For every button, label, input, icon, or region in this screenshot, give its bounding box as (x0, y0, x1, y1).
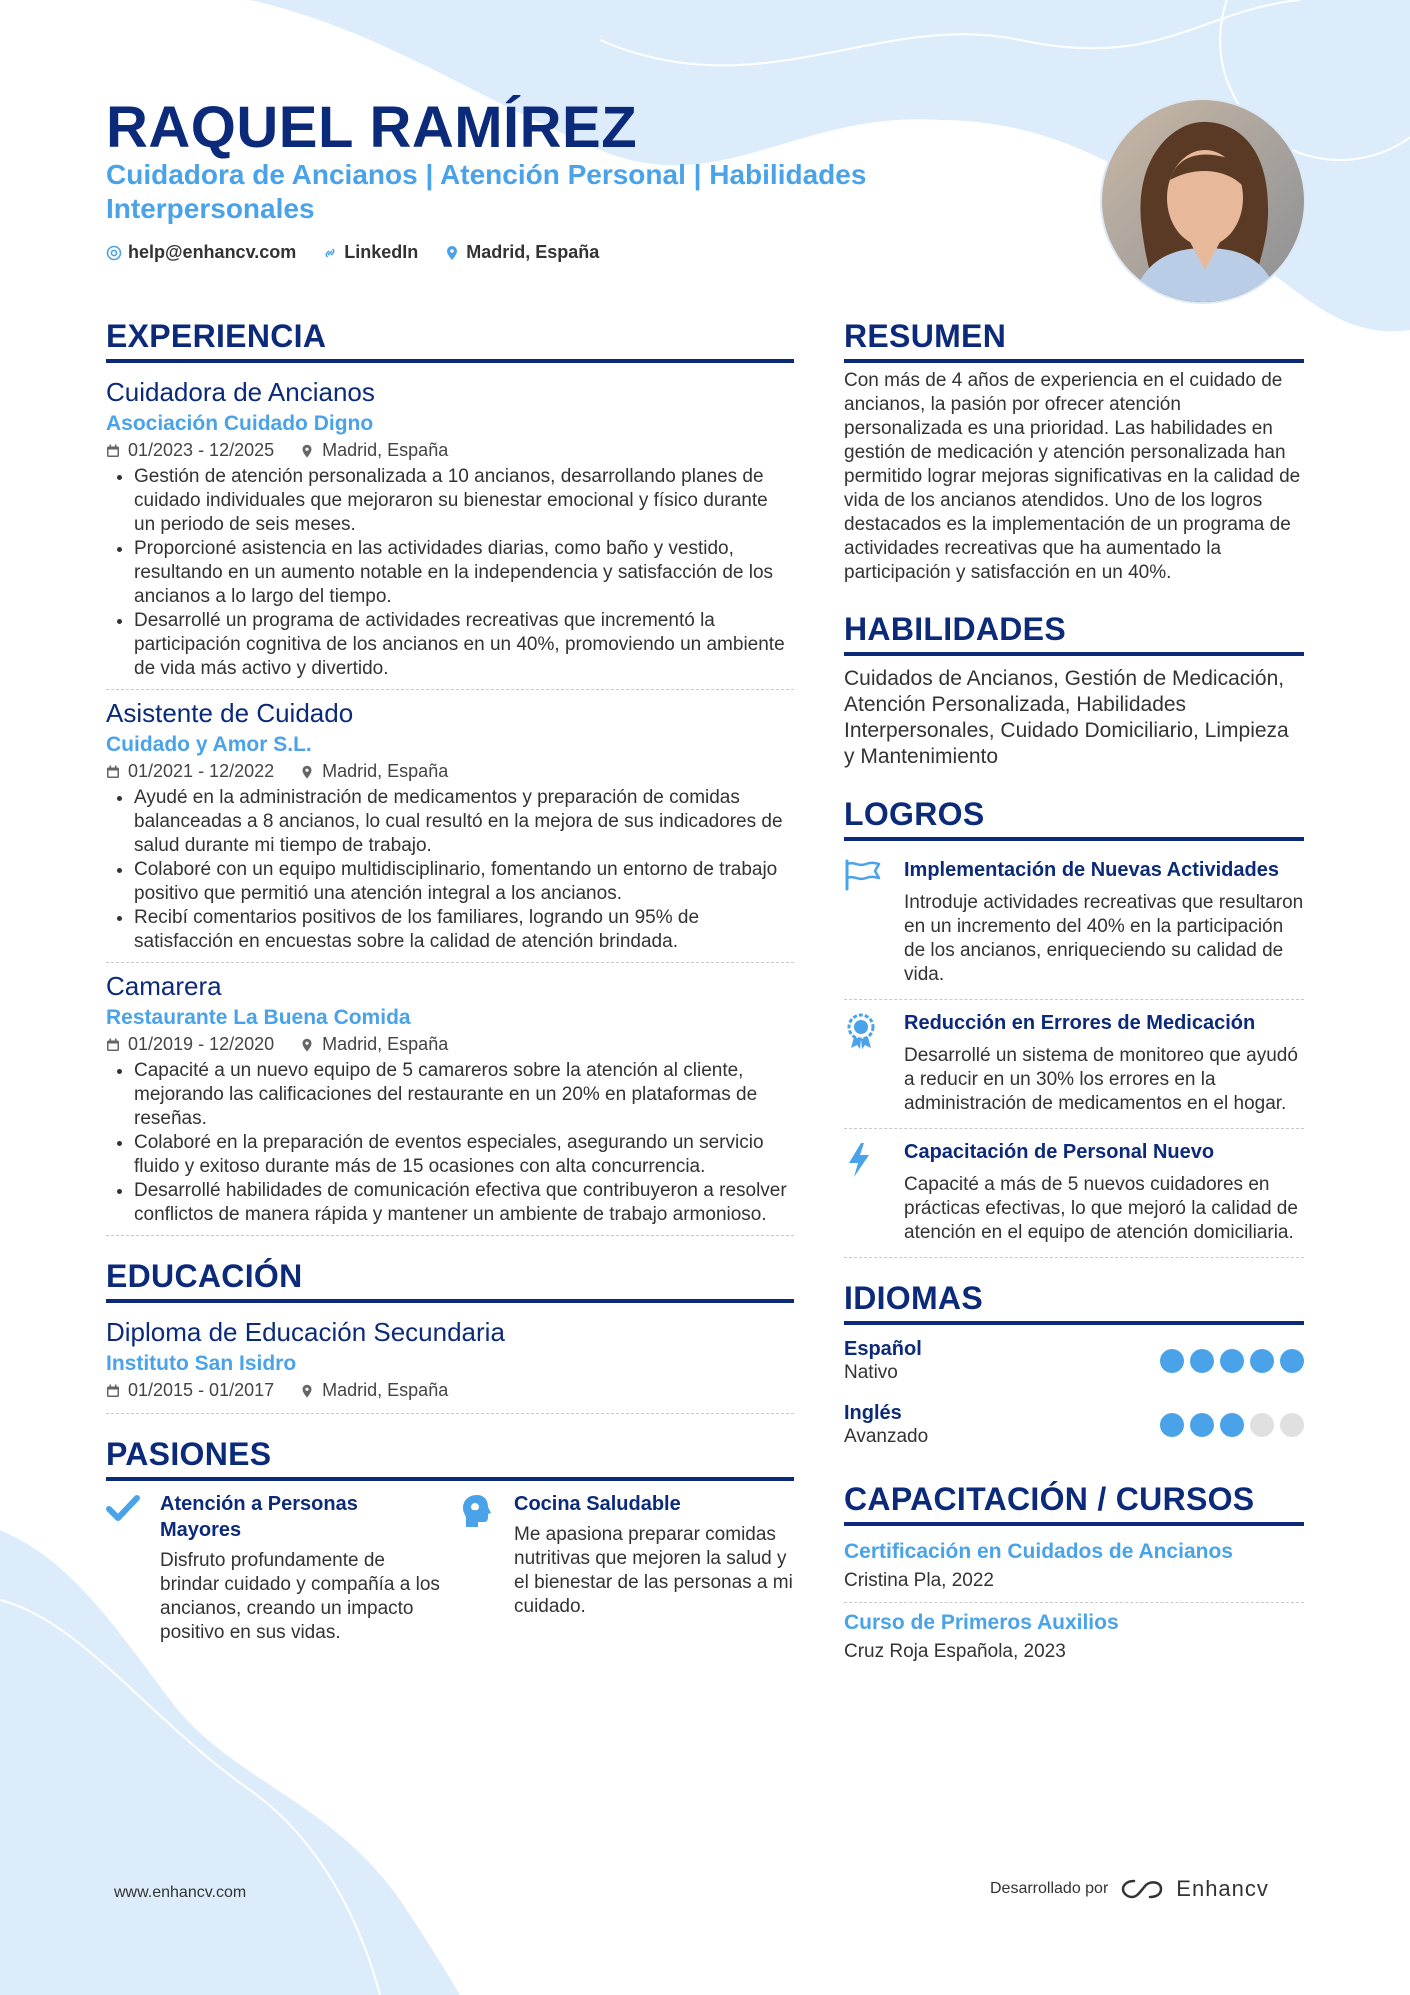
school-name: Instituto San Isidro (106, 1352, 297, 1375)
passion-title: Atención a Personas Mayores (160, 1493, 358, 1541)
candidate-name: RAQUEL RAMÍREZ (106, 95, 638, 160)
language-name: Inglés (844, 1402, 902, 1424)
bullet-item: • Desarrollé habilidades de comunicación efectiva que contribuyeron a resolver conflictos de manera rápida y mantener un ambiente de trabajo armonioso. (134, 1179, 794, 1227)
bullet-item: • Colaboré con un equipo multidisciplinario, fomentando un entorno de trabajo positivo que permitió una atención integral a los ancianos. (134, 858, 794, 906)
contact-email[interactable] (106, 242, 296, 263)
language-item (844, 1395, 1304, 1459)
rating-dot-empty (1250, 1413, 1274, 1437)
contact-linkedin[interactable] (322, 242, 418, 263)
language-rating (1160, 1349, 1304, 1373)
achievement-title: Implementación de Nuevas Actividades (904, 859, 1279, 881)
education-dates: 01/2015 - 01/2017 (128, 1380, 275, 1400)
rating-dot-filled (1280, 1349, 1304, 1373)
rating-dot-empty (1280, 1413, 1304, 1437)
contact-bar (106, 242, 599, 263)
job-meta (106, 1034, 794, 1055)
course-item (844, 1532, 1304, 1603)
job-bullets (106, 465, 794, 681)
achievements-heading: LOGROS (844, 796, 1304, 841)
job-meta (106, 761, 794, 782)
location-pin-icon (300, 1384, 314, 1398)
job-company: Asociación Cuidado Digno (106, 412, 374, 435)
passion-item (106, 1487, 440, 1645)
achievement-desc: Desarrollé un sistema de monitoreo que ayudó a reducir en un 30% los errores en la administración de medicamentos en el hogar. (904, 1045, 1298, 1114)
achievement-desc: Introduje actividades recreativas que resultaron en un incremento del 40% en la participación de los ancianos, enriqueciendo su calidad de vida. (904, 892, 1304, 985)
passion-desc: Disfruto profundamente de brindar cuidado y compañía a los ancianos, creando un impacto positivo en sus vidas. (160, 1550, 440, 1643)
calendar-icon (106, 765, 120, 779)
enhancv-logo-icon (1120, 1877, 1164, 1901)
medal-icon (844, 1012, 878, 1050)
location-pin-icon (444, 245, 460, 261)
education-entry (106, 1309, 794, 1414)
achievement-item (844, 847, 1304, 1000)
skills-text: Cuidados de Ancianos, Gestión de Medicación, Atención Personalizada, Habilidades Interpersonales, Cuidado Domiciliario, Limpieza y Mantenimiento (844, 667, 1289, 768)
course-issuer: Cruz Roja Española, 2023 (844, 1641, 1066, 1662)
calendar-icon (106, 1038, 120, 1052)
job-company: Restaurante La Buena Comida (106, 1006, 411, 1029)
degree-title: Diploma de Educación Secundaria (106, 1317, 505, 1347)
bolt-icon (844, 1141, 874, 1179)
summary-text: Con más de 4 años de experiencia en el cuidado de ancianos, la pasión por ofrecer atención personalizada es una prioridad. Las habilidades en gestión de medicación y atención personalizada han permitido lograr mejoras significativas en la calidad de vida de los ancianos atendidos. Uno de los logros destacados es la implementación de un programa de actividades recreativas que ha aumentado la participación y satisfacción en un 40%. (844, 370, 1301, 583)
job-location: Madrid, España (322, 1034, 449, 1054)
courses-heading: CAPACITACIÓN / CURSOS (844, 1481, 1304, 1526)
education-location: Madrid, España (322, 1380, 449, 1400)
footer-website[interactable]: www.enhancv.com (114, 1884, 247, 1901)
achievement-desc: Capacité a más de 5 nuevos cuidadores en prácticas efectivas, lo que mejoró la calidad de atención en el equipo de atención domiciliaria. (904, 1174, 1298, 1243)
job-bullets (106, 1059, 794, 1227)
bullet-item: • Capacité a un nuevo equipo de 5 camareros sobre la atención al cliente, mejorando las calificaciones del restaurante en un 20% en plataformas de reseñas. (134, 1059, 794, 1131)
languages-heading: IDIOMAS (844, 1280, 1304, 1325)
rating-dot-filled (1160, 1413, 1184, 1437)
achievement-item (844, 1129, 1304, 1258)
rating-dot-filled (1220, 1413, 1244, 1437)
achievement-title: Reducción en Errores de Medicación (904, 1012, 1256, 1034)
course-title: Curso de Primeros Auxilios (844, 1611, 1119, 1634)
course-item (844, 1603, 1304, 1673)
experience-heading: EXPERIENCIA (106, 318, 794, 363)
bullet-item: • Desarrollé un programa de actividades recreativas que incrementó la participación cognitiva de los ancianos en un 40%, promoviendo un ambiente de vida más activo y divertido. (134, 609, 794, 681)
bullet-item: • Ayudé en la administración de medicamentos y preparación de comidas balanceadas a 8 ancianos, lo cual resultó en la mejora de sus indicadores de salud durante mi tiempo de trabajo. (134, 786, 794, 858)
candidate-subtitle: Cuidadora de Ancianos | Atención Personal | Habilidades Interpersonales (106, 159, 867, 224)
email-text: help@enhancv.com (128, 242, 297, 262)
education-meta (106, 1380, 794, 1401)
achievement-title: Capacitación de Personal Nuevo (904, 1141, 1215, 1163)
rating-dot-filled (1250, 1349, 1274, 1373)
rating-dot-filled (1160, 1349, 1184, 1373)
bullet-item: • Recibí comentarios positivos de los familiares, logrando un 95% de satisfacción en encuestas sobre la calidad de atención brindada. (134, 906, 794, 954)
job-dates: 01/2019 - 12/2020 (128, 1034, 275, 1054)
language-name: Español (844, 1338, 922, 1360)
job-location: Madrid, España (322, 761, 449, 781)
linkedin-text: LinkedIn (344, 242, 419, 262)
head-icon (460, 1493, 494, 1529)
language-level: Nativo (844, 1362, 898, 1383)
passion-title: Cocina Saludable (514, 1493, 681, 1515)
location-pin-icon (300, 444, 314, 458)
bullet-item: • Colaboré en la preparación de eventos especiales, asegurando un servicio fluido y exitoso durante más de 15 ocasiones con alta concurrencia. (134, 1131, 794, 1179)
education-heading: EDUCACIÓN (106, 1258, 794, 1303)
calendar-icon (106, 444, 120, 458)
job-title: Camarera (106, 971, 222, 1001)
job-dates: 01/2021 - 12/2022 (128, 761, 275, 781)
passion-desc: Me apasiona preparar comidas nutritivas que mejoren la salud y el bienestar de las personas a mi cuidado. (514, 1524, 793, 1617)
course-title: Certificación en Cuidados de Ancianos (844, 1540, 1233, 1563)
check-icon (106, 1493, 140, 1523)
calendar-icon (106, 1384, 120, 1398)
bullet-item: • Gestión de atención personalizada a 10 ancianos, desarrollando planes de cuidado individuales que mejoraron su bienestar emocional y físico durante un periodo de seis meses. (134, 465, 794, 537)
job-dates: 01/2023 - 12/2025 (128, 440, 275, 460)
job-entry (106, 963, 794, 1236)
skills-heading: HABILIDADES (844, 611, 1304, 656)
footer-branding (990, 1876, 1269, 1902)
left-column (106, 318, 794, 1645)
right-column (844, 318, 1304, 1673)
summary-heading: RESUMEN (844, 318, 1304, 363)
language-item (844, 1331, 1304, 1395)
job-location: Madrid, España (322, 440, 449, 460)
job-company: Cuidado y Amor S.L. (106, 733, 312, 756)
job-meta (106, 440, 794, 461)
course-issuer: Cristina Pla, 2022 (844, 1570, 994, 1591)
job-entry (106, 690, 794, 963)
achievement-item (844, 1000, 1304, 1129)
language-rating (1160, 1413, 1304, 1437)
passions-list (106, 1487, 794, 1645)
powered-by-text: Desarrollado por (990, 1880, 1109, 1897)
flag-icon (844, 859, 882, 891)
job-title: Cuidadora de Ancianos (106, 377, 375, 407)
brand-name: Enhancv (1176, 1876, 1269, 1901)
job-bullets (106, 786, 794, 954)
contact-location (444, 242, 599, 263)
rating-dot-filled (1190, 1413, 1214, 1437)
bullet-item: • Proporcioné asistencia en las actividades diarias, como baño y vestido, resultando en un aumento notable en la independencia y satisfacción de los ancianos a lo largo del tiempo. (134, 537, 794, 609)
rating-dot-filled (1190, 1349, 1214, 1373)
profile-photo (1100, 98, 1306, 304)
location-pin-icon (300, 1038, 314, 1052)
at-icon (106, 245, 122, 261)
passion-item (460, 1487, 794, 1645)
job-entry (106, 369, 794, 690)
location-pin-icon (300, 765, 314, 779)
job-title: Asistente de Cuidado (106, 698, 354, 728)
language-level: Avanzado (844, 1426, 929, 1447)
location-text: Madrid, España (466, 242, 600, 262)
link-icon (322, 245, 338, 261)
rating-dot-filled (1220, 1349, 1244, 1373)
passions-heading: PASIONES (106, 1436, 794, 1481)
